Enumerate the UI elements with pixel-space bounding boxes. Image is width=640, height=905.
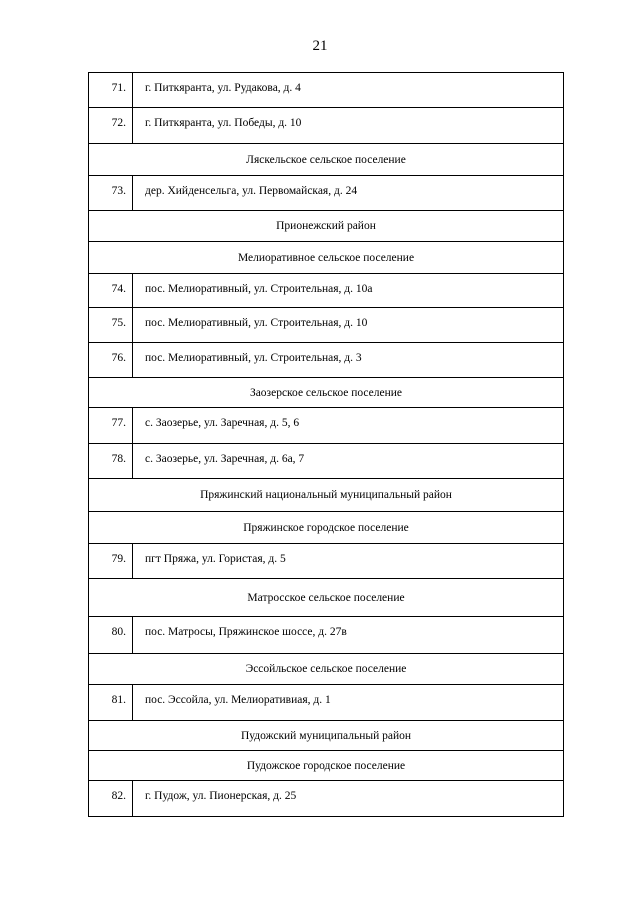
address-cell: с. Заозерье, ул. Заречная, д. 5, 6	[133, 408, 564, 444]
section-header-row	[89, 211, 564, 242]
row-number: 75.	[89, 308, 133, 343]
row-number: 76.	[89, 343, 133, 378]
row-number: 74.	[89, 274, 133, 308]
table-row	[89, 444, 564, 479]
row-number: 82.	[89, 781, 133, 817]
address-cell: пос. Мелиоративный, ул. Строительная, д. 10	[133, 308, 564, 343]
section-header: Пудожское городское поселение	[89, 751, 564, 781]
section-header: Ляскельское сельское поселение	[89, 144, 564, 176]
section-header: Эссойльское сельское поселение	[89, 654, 564, 685]
section-header-row	[89, 579, 564, 617]
section-header: Матросское сельское поселение	[89, 579, 564, 617]
section-header: Пряжинское городское поселение	[89, 512, 564, 544]
section-header-row	[89, 378, 564, 408]
row-number: 71.	[89, 73, 133, 108]
address-cell: г. Пудож, ул. Пионерская, д. 25	[133, 781, 564, 817]
address-table	[88, 72, 564, 817]
section-header-row	[89, 479, 564, 512]
table-row	[89, 343, 564, 378]
section-header-row	[89, 144, 564, 176]
table-row	[89, 781, 564, 817]
section-header: Прионежский район	[89, 211, 564, 242]
row-number: 81.	[89, 685, 133, 721]
table-row	[89, 73, 564, 108]
row-number: 73.	[89, 176, 133, 211]
table-row	[89, 274, 564, 308]
table-row	[89, 176, 564, 211]
table-row	[89, 544, 564, 579]
section-header: Заозерское сельское поселение	[89, 378, 564, 408]
section-header-row	[89, 751, 564, 781]
address-cell: пос. Мелиоративный, ул. Строительная, д. 10а	[133, 274, 564, 308]
section-header-row	[89, 654, 564, 685]
section-header-row	[89, 512, 564, 544]
row-number: 77.	[89, 408, 133, 444]
address-cell: пос. Мелиоративный, ул. Строительная, д. 3	[133, 343, 564, 378]
address-cell: пос. Матросы, Пряжинское шоссе, д. 27в	[133, 617, 564, 654]
section-header: Пряжинский национальный муниципальный район	[89, 479, 564, 512]
row-number: 78.	[89, 444, 133, 479]
table-row	[89, 108, 564, 144]
address-cell: пгт Пряжа, ул. Гористая, д. 5	[133, 544, 564, 579]
address-cell: г. Питкяранта, ул. Победы, д. 10	[133, 108, 564, 144]
row-number: 79.	[89, 544, 133, 579]
address-cell: г. Питкяранта, ул. Рудакова, д. 4	[133, 73, 564, 108]
table-row	[89, 408, 564, 444]
table-row	[89, 308, 564, 343]
section-header: Пудожский муниципальный район	[89, 721, 564, 751]
section-header-row	[89, 242, 564, 274]
section-header-row	[89, 721, 564, 751]
address-cell: пос. Эссойла, ул. Мелиоративиая, д. 1	[133, 685, 564, 721]
section-header: Мелиоративное сельское поселение	[89, 242, 564, 274]
row-number: 80.	[89, 617, 133, 654]
table-row	[89, 617, 564, 654]
row-number: 72.	[89, 108, 133, 144]
address-cell: дер. Хийденсельга, ул. Первомайская, д. 24	[133, 176, 564, 211]
table-row	[89, 685, 564, 721]
address-cell: с. Заозерье, ул. Заречная, д. 6а, 7	[133, 444, 564, 479]
page-number: 21	[312, 38, 328, 54]
